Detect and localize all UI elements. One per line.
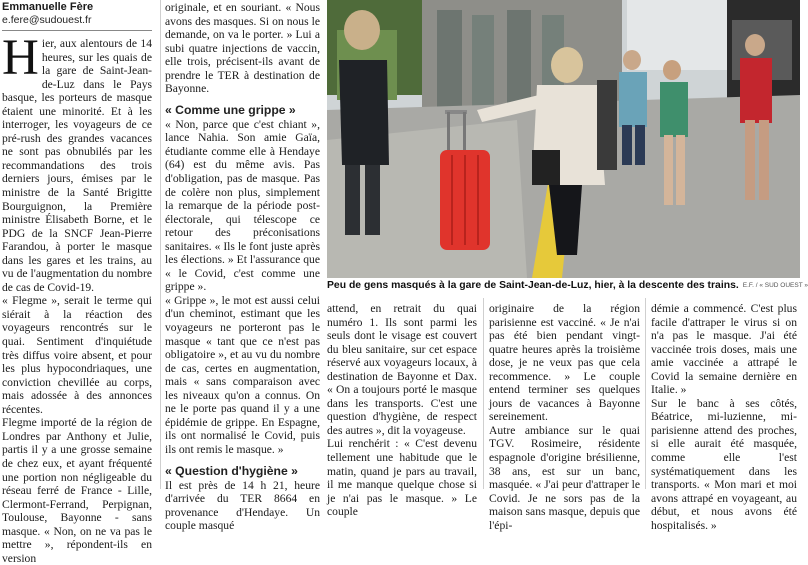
column-4 xyxy=(489,302,640,532)
byline-author: Emmanuelle Fère xyxy=(2,1,94,13)
lead-paragraph: Hier, aux alentours de 14 heures, sur les quais de la gare de Saint-Jean-de-Luz dans le Pays basque, les porteurs de masque étaient une minorité. Et à les interroger, les voyageurs de ce pré-rush des grandes vacances ne sont pas obnubilés par les recommandations des trois derniers jours, émises par le ministre de la Santé Brigitte Bourguignon, la Première ministre Élisabeth Borne, et le PDG de la SNCF Jean-Pierre Farandou, à porter le masque dans les gares et les trains, au vu de l'augmentation du nombre de cas de Covid-19. xyxy=(2,30,152,294)
drop-cap: H xyxy=(2,30,39,86)
photo-credit: E.F. / « SUD OUEST » xyxy=(742,282,808,289)
paragraph: originale, et en souriant. « Nous avons des masques. Si on nous le demande, on va le porter. » Lui a subi quatre injections de vaccin, elle trois, précisent-ils avant de prendre le TER à destination de Bayonne. xyxy=(165,1,320,96)
station-platform-photo xyxy=(327,0,800,278)
paragraph: Lui renchérit : « C'est devenu tellement une habitude que le matin, quand je pars au travail, il me manque quelque chose si je n'ai pas le masque. » Le couple xyxy=(327,437,477,519)
subheading-grippe: « Comme une grippe » xyxy=(165,102,296,117)
paragraph: démie a commencé. C'est plus facile d'attraper le virus si on n'a pas le masque. J'ai été vaccinée trois doses, mais une amie vaccinée a attrapé le Covid la semaine dernière en Italie. » xyxy=(651,302,797,397)
paragraph: « Non, parce que c'est chiant », lance Nahia. Son amie Gaïa, étudiante comme elle à Hendaye (64) est du même avis. Pas d'obligation, pas de masque. Pas de colère non plus, simplement la remarque de la période post-électorale, qui télescope ce retour des préconisations sanitaires. « Ils le font juste après les élections. » Et l'assurance que « le Covid, c'est comme une grippe ». xyxy=(165,117,320,294)
paragraph: Autre ambiance sur le quai TGV. Rosimeire, résidente espagnole d'origine brésilienne, 38 ans, est sur un banc, masquée. « J'ai peur d'attraper le Covid. Je ne sors pas de la maison sans masque, depuis que l'épi- xyxy=(489,423,640,532)
column-1 xyxy=(2,1,152,565)
paragraph: Flegme importé de la région de Londres par Anthony et Julie, partis il y a une grosse semaine de chez eux, et ayant fréquenté une portion non négligeable du réseau ferré de France - Lille, Clermont-Ferrand, Perpignan, Toulouse, Bayonne - sans masque. « Non, on ne va pas le mettre », répondent-ils en version xyxy=(2,416,152,565)
column-divider xyxy=(483,298,484,489)
paragraph: « Grippe », le mot est aussi celui d'un cheminot, estimant que les voyageurs ne porteront pas le masque « tant que ce n'est pas obligatoire », et au vu du nombre de cas, certes en augmentation, mais « sans comparaison avec les niveaux qu'on a connus. On ne le porte pas quand il y a une épidémie de grippe. En Espagne, ils ont normalisé le Covid, puis ils ont remis le masque. » xyxy=(165,293,320,456)
subheading-hygiene: « Question d'hygiène » xyxy=(165,463,298,478)
byline-email[interactable]: e.fere@sudouest.fr xyxy=(2,14,92,26)
column-2 xyxy=(165,1,320,533)
paragraph: attend, en retrait du quai numéro 1. Ils sont parmi les seuls dont le visage est couvert du bleu sanitaire, sur cet espace réservé aux voyageurs locaux, à destination de Bayonne et Dax. « On a toujours porté le masque dans les transports. C'est une question d'hygiène, de respect des autres », dit la voyageuse. xyxy=(327,302,477,437)
paragraph: Sur le banc à ses côtés, Béatrice, mi-luzienne, mi-parisienne attend des proches, si elle aurait été masquée, comme elle l'est systématiquement dans les transports. « Mon mari et moi avons attrapé en voyageant, au début, et nous avons été hospitalisés. » xyxy=(651,396,797,532)
column-divider xyxy=(160,0,161,489)
photo-caption xyxy=(327,279,808,293)
paragraph: Il est près de 14 h 21, heure d'arrivée du TER 8664 en provenance d'Hendaye. Un couple masqué xyxy=(165,478,320,533)
caption-text: Peu de gens masqués à la gare de Saint-Jean-de-Luz, hier, à la descente des trains. xyxy=(327,280,739,291)
article-photo xyxy=(327,0,800,278)
paragraph: « Flegme », serait le terme qui siérait à la réaction des voyageurs rencontrés sur le quai. Sentiment d'inquiétude très diffus voire absent, et pour les plus hypocondriaques, une conviction chevillée au corps, mais adossée à des annonces récentes. xyxy=(2,294,152,416)
paragraph: originaire de la région parisienne est vacciné. « Je n'ai pas été bien pendant vingt-quatre heures après la troisième dose, je ne veux pas que cela recommence. » Le couple entend terminer ses quelques jours de vacances à Bayonne sereinement. xyxy=(489,302,640,424)
column-5 xyxy=(651,302,797,532)
column-divider xyxy=(645,298,646,489)
column-3 xyxy=(327,302,477,519)
